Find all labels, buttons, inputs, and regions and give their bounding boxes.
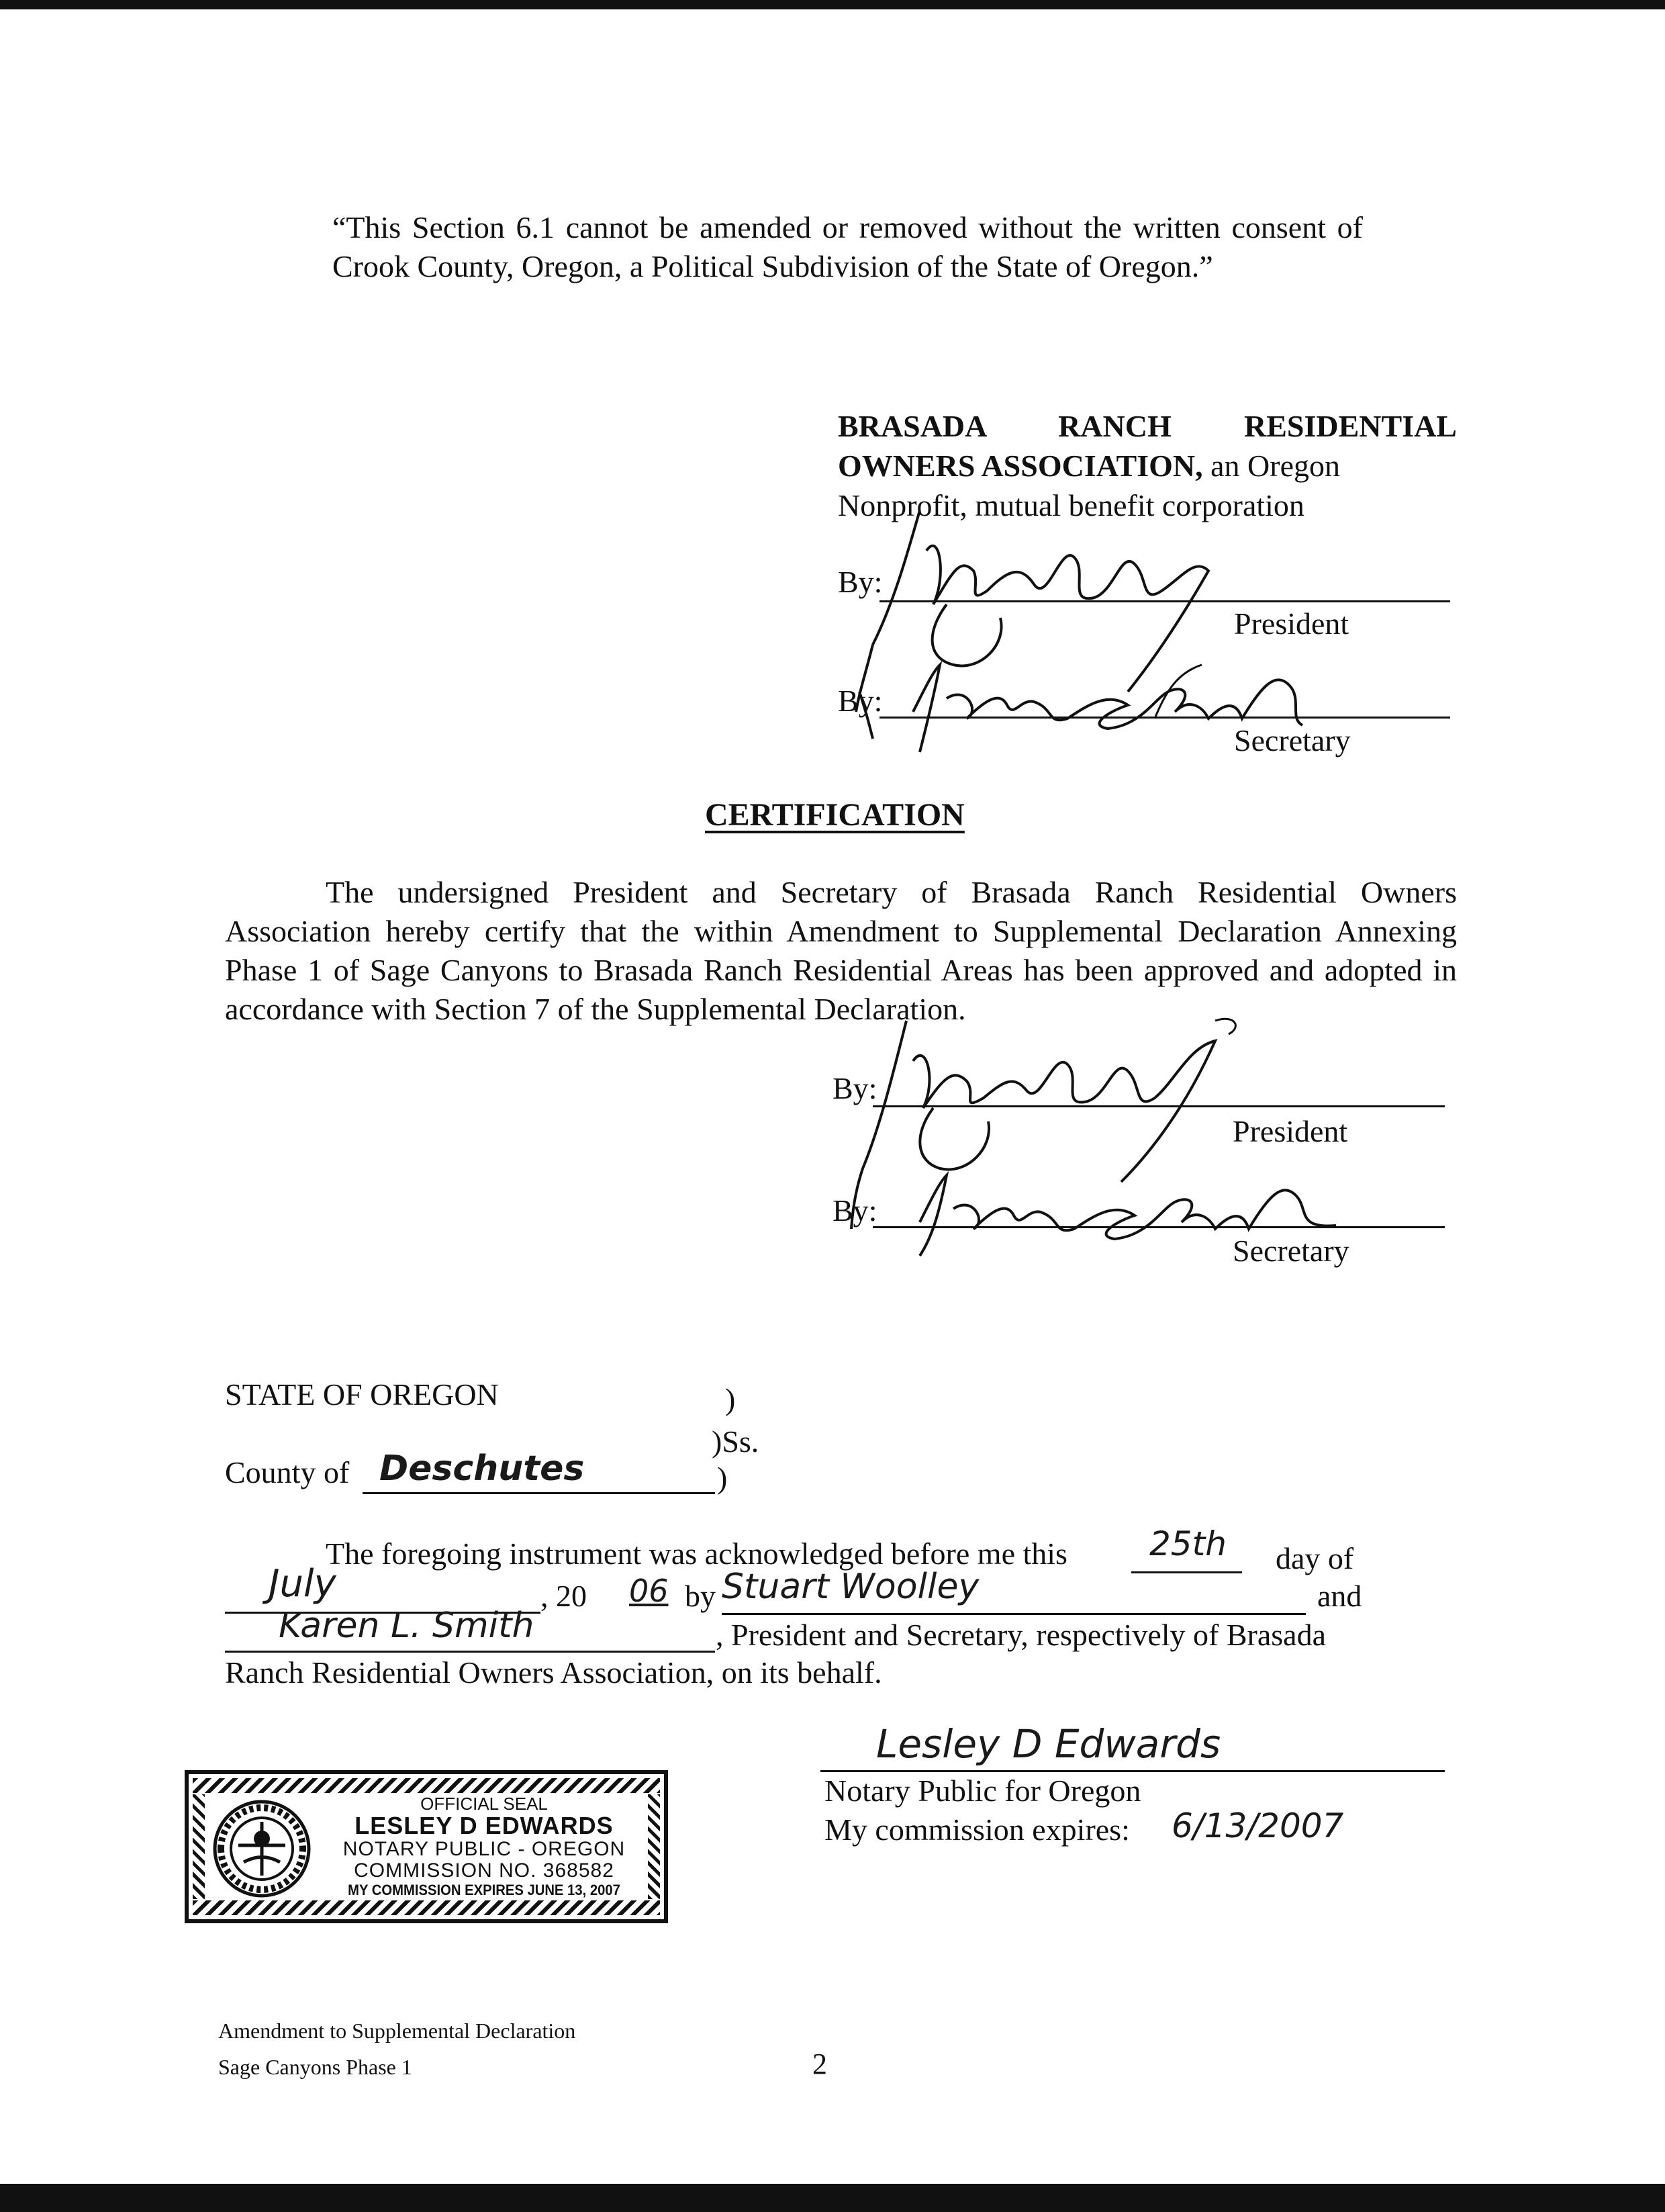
org-name-line-1-text: BRASADA RANCH RESIDENTIAL	[838, 409, 1457, 443]
seal-text-block	[316, 1794, 652, 1899]
seal-line-2: LESLEY D EDWARDS	[354, 1812, 614, 1839]
day-value: 25th	[1149, 1524, 1227, 1563]
notary-public-label: Notary Public for Oregon	[824, 1773, 1141, 1808]
year-suffix: 06	[629, 1573, 669, 1609]
certification-title: CERTIFICATION	[705, 797, 965, 833]
org-name-rest: an Oregon	[1202, 449, 1340, 483]
secretary-signature-1	[886, 645, 1343, 759]
cert-by-label-secretary: By:	[832, 1193, 877, 1228]
org-name-line-1	[838, 407, 1457, 446]
commission-label: My commission expires:	[824, 1812, 1130, 1847]
official-notary-seal	[185, 1770, 668, 1923]
cert-president-title: President	[1233, 1114, 1348, 1148]
footer-doc-title: Amendment to Supplemental Declaration	[218, 2019, 576, 2043]
seal-line-3: NOTARY PUBLIC - OREGON	[342, 1838, 626, 1860]
year-prefix: , 20	[540, 1579, 587, 1613]
seal-border-left	[193, 1794, 205, 1899]
name2-line	[225, 1651, 715, 1653]
county-line	[363, 1492, 715, 1494]
commission-value: 6/13/2007	[1172, 1806, 1344, 1845]
seal-line-1: OFFICIAL SEAL	[420, 1794, 548, 1814]
scan-edge-top	[0, 0, 1665, 9]
secretary-title: Secretary	[1234, 723, 1351, 757]
venue-paren-3: )	[717, 1461, 728, 1495]
notary-signature: Lesley D Edwards	[876, 1721, 1221, 1767]
day-line	[1131, 1571, 1242, 1573]
seal-border-bottom	[193, 1900, 660, 1915]
venue-ss: )Ss.	[712, 1424, 759, 1459]
by-label-secretary: By:	[838, 684, 883, 718]
by-word: by	[685, 1579, 716, 1613]
cert-secretary-title: Secretary	[1233, 1234, 1349, 1268]
venue-paren-1: )	[725, 1382, 736, 1416]
footer-doc-subtitle: Sage Canyons Phase 1	[218, 2055, 412, 2079]
page-number: 2	[812, 2047, 827, 2080]
name1-line	[722, 1613, 1306, 1615]
association-line: Ranch Residential Owners Association, on its behalf.	[225, 1655, 882, 1690]
org-type-line: Nonprofit, mutual benefit corporation	[838, 488, 1304, 522]
name2-value: Karen L. Smith	[279, 1606, 534, 1646]
county-value: Deschutes	[379, 1448, 585, 1489]
day-of-label: day of	[1276, 1541, 1354, 1575]
name1-value: Stuart Woolley	[722, 1567, 980, 1607]
state-label: STATE OF OREGON	[225, 1377, 499, 1412]
respectively-text: , President and Secretary, respectively of Brasada	[716, 1618, 1326, 1652]
quoted-section-text: “This Section 6.1 cannot be amended or removed without the written consent of Crook County, Oregon, a Political Subdivision of the State of Oregon.”	[332, 210, 1363, 283]
cert-by-label-president: By:	[832, 1071, 877, 1105]
county-label: County of	[225, 1455, 350, 1489]
seal-line-5: MY COMMISSION EXPIRES JUNE 13, 2007	[348, 1882, 620, 1898]
certification-paragraph-text: The undersigned President and Secretary of Brasada Ranch Residential Owners Association hereby certify that the within Amendment to Supplemental Declaration Annexing Phase 1 of Sage Canyons to Brasada Ranch Residential Areas has been approved and adopted in accordance with Section 7 of the Supplemental Declaration.	[225, 875, 1457, 1026]
secretary-signature-2	[893, 1155, 1349, 1262]
seal-border-top	[193, 1778, 660, 1793]
president-title: President	[1234, 606, 1349, 641]
by-label-president: By:	[838, 565, 883, 599]
and-word: and	[1317, 1579, 1362, 1613]
state-seal-emblem-icon	[211, 1798, 312, 1899]
seal-line-4: COMMISSION NO. 368582	[354, 1859, 614, 1882]
scan-edge-bottom	[0, 2184, 1665, 2212]
month-value: July	[269, 1562, 336, 1606]
ack-intro: The foregoing instrument was acknowledged before me this	[326, 1536, 1067, 1571]
org-name-bold: OWNERS ASSOCIATION,	[838, 449, 1203, 483]
